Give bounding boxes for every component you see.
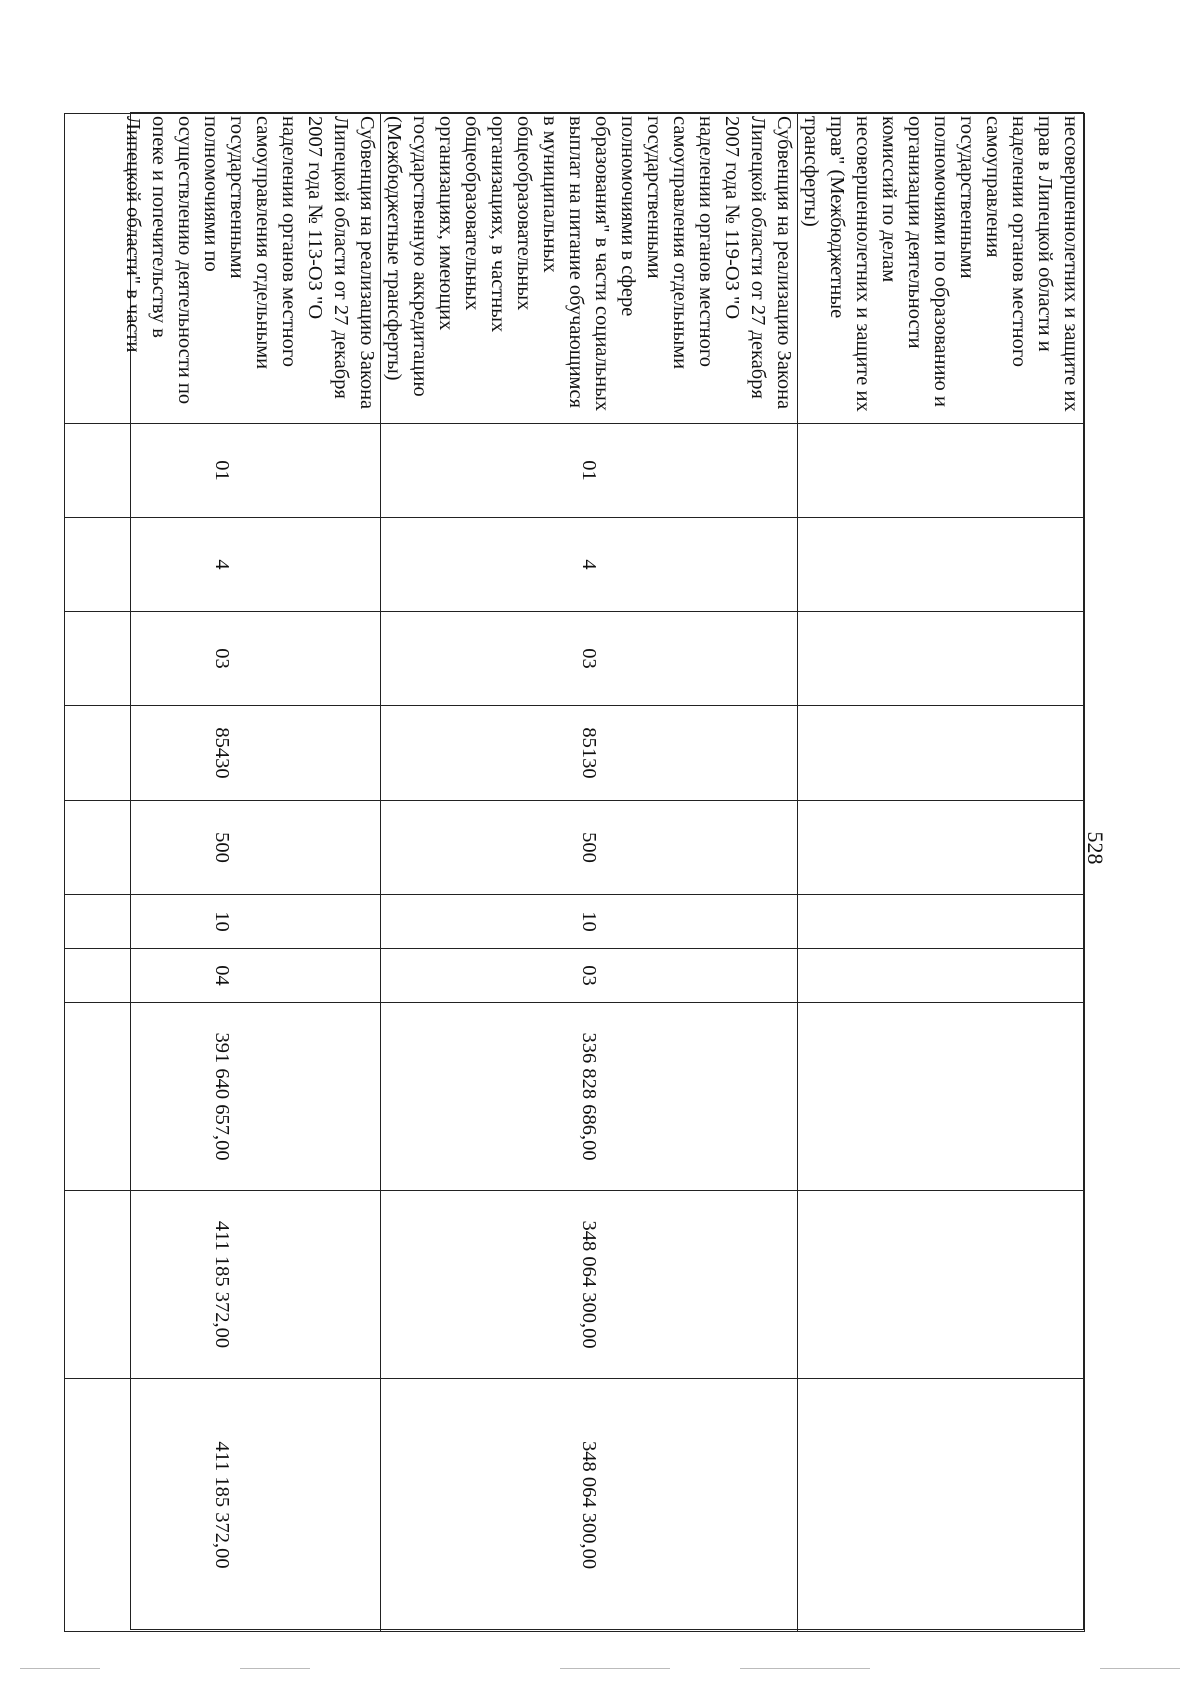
cell-amount-1 (798, 1003, 1085, 1191)
cell-code-4 (798, 706, 1085, 801)
cell-code-4: 85130 (381, 706, 798, 801)
scan-artifact-line (560, 1668, 670, 1669)
cell-code-5: 500 (65, 801, 381, 895)
rotated-table-container (122, 113, 1085, 1631)
page-number: 528 (1083, 831, 1108, 865)
budget-table (64, 113, 1085, 1632)
cell-amount-2: 411 185 372,00 (65, 1191, 381, 1379)
cell-code-2: 4 (381, 518, 798, 612)
cell-code-7: 03 (381, 949, 798, 1003)
cell-amount-3: 348 064 300,00 (381, 1379, 798, 1632)
cell-code-5 (798, 801, 1085, 895)
cell-code-2: 4 (65, 518, 381, 612)
budget-table-frame (122, 112, 1084, 1630)
cell-amount-1: 391 640 657,00 (65, 1003, 381, 1191)
scan-artifact-line (20, 1668, 100, 1669)
cell-amount-2 (798, 1191, 1085, 1379)
cell-code-1 (798, 424, 1085, 518)
table-row (798, 114, 1085, 1632)
cell-amount-3 (798, 1379, 1085, 1632)
row-description: несовершеннолетних и защите их прав в Липецкой области и наделении органов местного самоуправления государственными полномочиями по образованию и организации деятельности комиссий по делам несовершеннолетних и защите их прав" (Межбюджетные трансферты) (798, 114, 1085, 424)
cell-code-1: 01 (65, 424, 381, 518)
cell-amount-2: 348 064 300,00 (381, 1191, 798, 1379)
table-row (65, 114, 381, 1632)
scan-artifact-line (240, 1668, 310, 1669)
cell-code-5: 500 (381, 801, 798, 895)
row-description: Субвенция на реализацию Закона Липецкой области от 27 декабря 2007 года № 119-ОЗ "О наделении органов местного самоуправления отдельными государственными полномочиями в сфере образования" в части социальных выплат на питание обучающимся в муниципальных общеобразовательных организациях, в частных общеобразовательных организациях, имеющих государственную аккредитацию (Межбюджетные трансферты) (381, 114, 798, 424)
cell-code-1: 01 (381, 424, 798, 518)
cell-code-6: 10 (381, 895, 798, 949)
cell-amount-3: 411 185 372,00 (65, 1379, 381, 1632)
cell-code-3: 03 (381, 612, 798, 706)
cell-code-7 (798, 949, 1085, 1003)
cell-code-6: 10 (65, 895, 381, 949)
cell-code-7: 04 (65, 949, 381, 1003)
scan-artifact-line (1100, 1668, 1180, 1669)
cell-amount-1: 336 828 686,00 (381, 1003, 798, 1191)
cell-code-4: 85430 (65, 706, 381, 801)
cell-code-3: 03 (65, 612, 381, 706)
row-description: Субвенция на реализацию Закона Липецкой области от 27 декабря 2007 года № 113-ОЗ "О наделении органов местного самоуправления отдельными государственными полномочиями по осуществлению деятельности по опеке и попечительству в Липецкой области" в части (65, 114, 381, 424)
cell-code-3 (798, 612, 1085, 706)
cell-code-2 (798, 518, 1085, 612)
cell-code-6 (798, 895, 1085, 949)
table-row (381, 114, 798, 1632)
scan-artifact-line (740, 1668, 870, 1669)
